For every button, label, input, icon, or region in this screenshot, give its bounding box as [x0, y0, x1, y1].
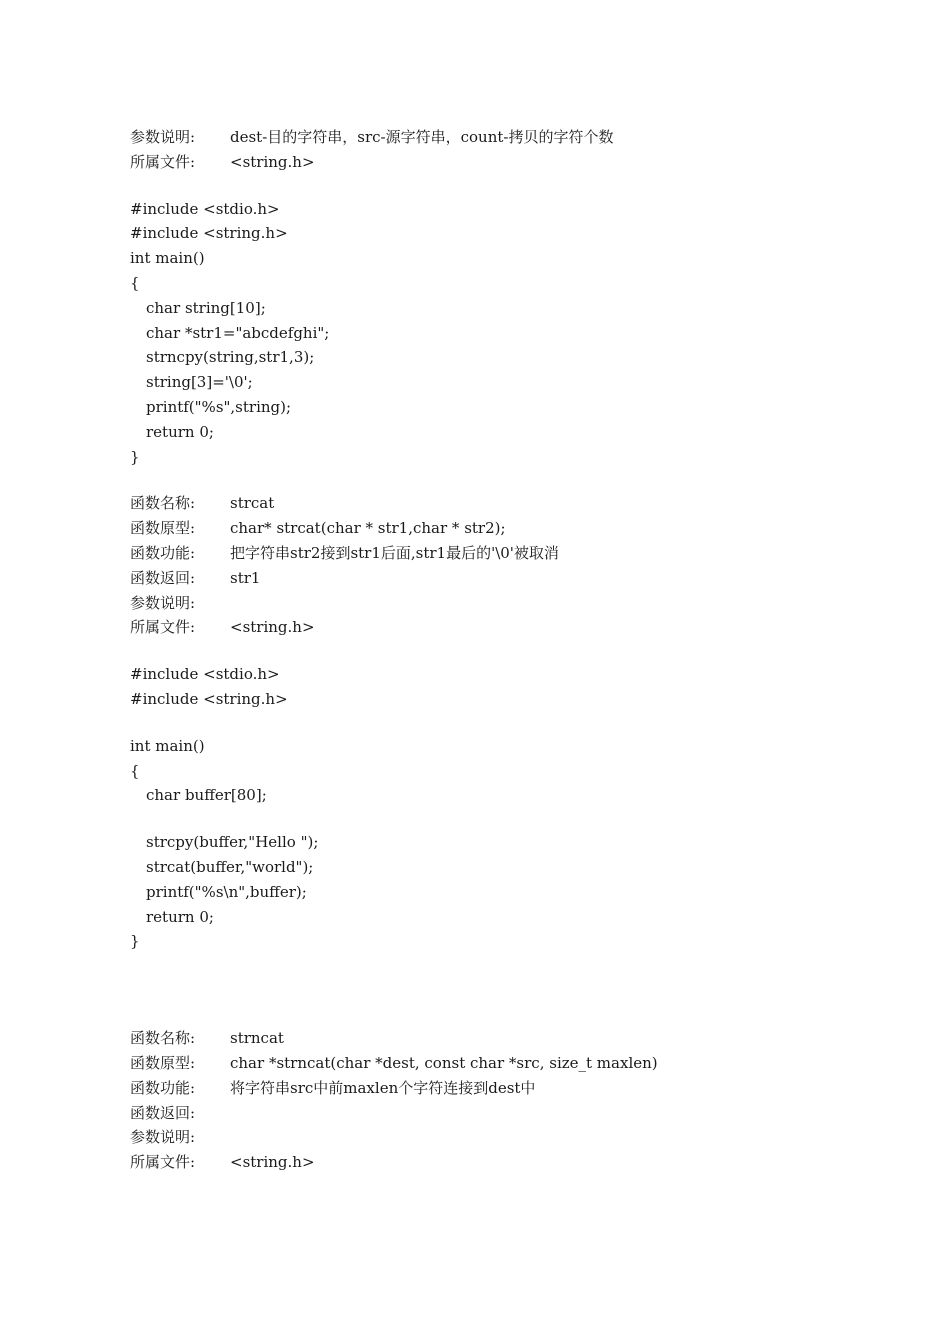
file-label: 所属文件:: [130, 618, 196, 637]
code-line: #include <string.h>: [130, 224, 288, 243]
spacer: [130, 640, 830, 662]
return-label: 函数返回:: [130, 1103, 196, 1122]
func-value: 将字符串src中前maxlen个字符连接到dest中: [230, 1078, 536, 1097]
name-label: 函数名称:: [130, 494, 196, 513]
code-line: int main(): [130, 249, 205, 268]
func-row: [130, 1076, 830, 1101]
code-line: char *str1="abcdefghi";: [146, 323, 330, 342]
name-value: strncat: [230, 1029, 284, 1048]
strncat-definition: [130, 1026, 830, 1175]
params-label: 参数说明:: [130, 128, 196, 146]
params-row: [130, 1125, 830, 1150]
name-label: 函数名称:: [130, 1029, 196, 1048]
spacer: [130, 808, 830, 830]
file-row: [130, 150, 830, 175]
document-page: [130, 125, 830, 1175]
code-line: printf("%s",string);: [146, 397, 292, 416]
proto-row: [130, 516, 830, 541]
params-row: [130, 125, 830, 150]
code-line: printf("%s\n",buffer);: [146, 882, 307, 901]
code-line: strcpy(buffer,"Hello ");: [146, 833, 319, 852]
code-line: return 0;: [146, 422, 214, 441]
func-label: 函数功能:: [130, 543, 196, 562]
code-line: #include <stdio.h>: [130, 199, 280, 218]
code-line: #include <string.h>: [130, 689, 288, 708]
name-row: [130, 1026, 830, 1051]
code-line: char buffer[80];: [146, 786, 267, 805]
code-line: return 0;: [146, 907, 214, 926]
return-row: [130, 1101, 830, 1126]
file-value: <string.h>: [230, 1153, 315, 1172]
return-row: [130, 566, 830, 591]
name-value: strcat: [230, 494, 275, 513]
file-label: 所属文件:: [130, 152, 196, 171]
proto-label: 函数原型:: [130, 519, 196, 538]
params-label: 参数说明:: [130, 1128, 196, 1147]
return-label: 函数返回:: [130, 568, 196, 587]
code-line: #include <stdio.h>: [130, 665, 280, 684]
file-value: <string.h>: [230, 152, 315, 171]
func-row: [130, 541, 830, 566]
strcat-definition: [130, 491, 830, 640]
proto-row: [130, 1051, 830, 1076]
params-row: [130, 591, 830, 616]
code-line: char string[10];: [146, 298, 266, 317]
func-value: 把字符串str2接到str1后面,str1最后的'\0'被取消: [230, 543, 559, 562]
proto-value: char *strncat(char *dest, const char *src, size_t maxlen): [230, 1053, 658, 1072]
spacer: [130, 954, 830, 1026]
code-line: strcat(buffer,"world");: [146, 857, 314, 876]
proto-label: 函数原型:: [130, 1053, 196, 1072]
code-line: string[3]='\0';: [146, 373, 253, 392]
name-row: [130, 491, 830, 516]
return-value: str1: [230, 568, 261, 587]
func-label: 函数功能:: [130, 1078, 196, 1097]
file-row: [130, 1150, 830, 1175]
file-row: [130, 615, 830, 640]
file-value: <string.h>: [230, 618, 315, 637]
code-line: int main(): [130, 736, 205, 755]
code-block-strncpy: [130, 197, 830, 470]
params-value: dest-目的字符串，src-源字符串，count-拷贝的字符个数: [230, 128, 614, 146]
code-line: {: [130, 273, 140, 292]
code-line: }: [130, 932, 140, 951]
proto-value: char* strcat(char * str1,char * str2);: [230, 519, 506, 538]
spacer: [130, 469, 830, 491]
params-label: 参数说明:: [130, 593, 196, 612]
code-line: {: [130, 761, 140, 780]
spacer: [130, 175, 830, 197]
code-line: }: [130, 447, 140, 466]
spacer: [130, 712, 830, 734]
code-line: strncpy(string,str1,3);: [146, 348, 315, 367]
file-label: 所属文件:: [130, 1153, 196, 1172]
code-block-strcat: [130, 662, 830, 954]
